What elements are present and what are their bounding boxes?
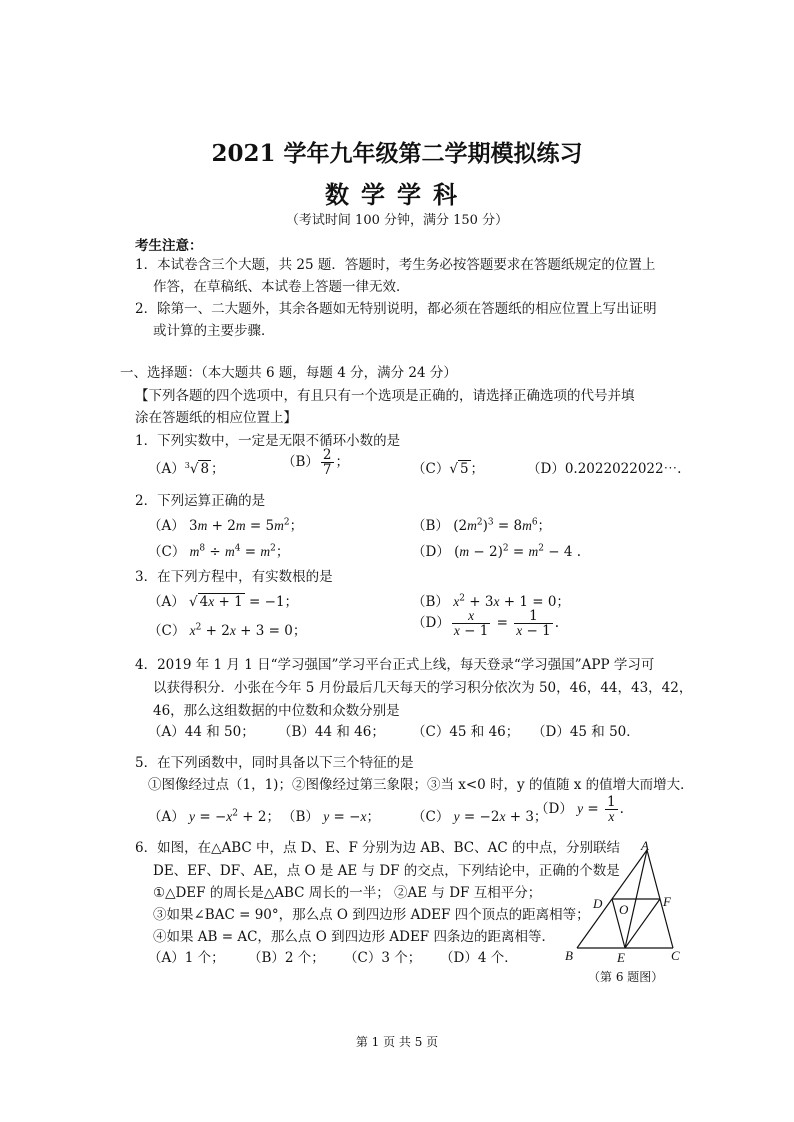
q3-option-d: （D） $\frac{x}{x - 1}$ = $\frac{1}{x - 1}$ . <box>412 608 559 640</box>
triangle-figure <box>555 838 705 988</box>
q3-option-b: （B） $x^2 + 3x + 1 = 0$； <box>412 593 570 610</box>
question-3-stem: 3．在下列方程中，有实数根的是 <box>135 569 333 585</box>
notice-item: 2．除第一、二大题外，其余各题如无特别说明，都必须在答题纸的相应位置上写出证明 <box>135 301 657 317</box>
label-e: E <box>617 950 625 965</box>
question-1-stem: 1．下列实数中，一定是无限不循环小数的是 <box>135 433 401 449</box>
question-2-stem: 2．下列运算正确的是 <box>135 493 266 509</box>
exam-title: 2021 学年九年级第二学期模拟练习 <box>211 140 583 167</box>
q2-option-a: （A） $3m + 2m = 5m^2$； <box>148 517 304 534</box>
label-a: A <box>641 838 649 853</box>
q1-option-b: （B） $\frac{2}{7}$ ； <box>282 447 350 479</box>
q1-option-a: $(A)^3√$ 8 ； <box>148 461 225 477</box>
q3-option-a: （A） √ 4x + 1 = −1； <box>148 594 299 610</box>
figure-caption: （第 6 题图） <box>588 970 664 984</box>
q6-option-b: （B）2 个； <box>248 950 325 966</box>
section-instruction: 涂在答题纸的相应位置上】 <box>135 410 297 426</box>
q2-option-c: （C） $m^8 \div m^4 = m^2$； <box>148 543 290 560</box>
q1-root-index: 3 <box>184 461 190 470</box>
q2-option-b: （B） $(2m^2)^3 = 8m^6$； <box>412 517 552 534</box>
label-b: B <box>565 948 573 963</box>
q5-option-d: （D） y = $\frac{1}{x}$ . <box>535 794 624 825</box>
q3-option-c: （C） $x^2 + 2x + 3 = 0$； <box>148 622 307 639</box>
question-6-stem: DE、EF、DF、AE，点 O 是 AE 与 DF 的交点，下列结论中，正确的个数是 <box>153 863 620 879</box>
label-o: O <box>619 902 629 917</box>
q4-option-d: （D）45 和 50． <box>532 724 640 740</box>
q6-option-d: （D）4 个． <box>440 950 518 966</box>
notice-item: 或计算的主要步骤． <box>153 323 275 339</box>
section-instruction: 【下列各题的四个选项中，有且只有一个选项是正确的，请选择正确选项的代号并填 <box>135 388 635 404</box>
q4-option-c: （C）45 和 46； <box>412 724 520 740</box>
notice-heading: 考生注意： <box>135 238 203 254</box>
q6-option-c: （C）3 个； <box>344 950 422 966</box>
label-d: D <box>593 896 603 911</box>
q5-option-b: （B） y = −x； <box>282 809 380 825</box>
section-heading: 一、选择题：（本大题共 6 题，每题 4 分，满分 24 分） <box>120 365 457 381</box>
exam-info: （考试时间 100 分钟，满分 150 分） <box>285 213 509 228</box>
question-4-stem: 4．2019 年 1 月 1 日“学习强国”学习平台正式上线，每天登录“学习强国”APP 学习可 <box>135 657 655 673</box>
question-6-statement: ④如果 AB = AC，那么点 O 到四边形 ADEF 四条边的距离相等． <box>153 929 555 945</box>
q4-option-b: （B）44 和 46； <box>278 724 385 740</box>
question-5-stem: 5．在下列函数中，同时具备以下三个特征的是 <box>135 755 414 771</box>
question-6-statement: ①△DEF 的周长是△ABC 周长的一半； ②AE 与 DF 互相平分； <box>153 885 542 901</box>
q1-option-d: （D）0.2022022022⋯. <box>527 461 682 477</box>
notice-item: 作答，在草稿纸、本试卷上答题一律无效． <box>153 279 410 295</box>
label-f: F <box>663 894 671 909</box>
q2-option-d: （D） $(m - 2)^2 = m^2 - 4$ . <box>412 543 582 560</box>
question-6-stem: 6．如图，在△ABC 中，点 D、E、F 分别为边 AB、BC、AC 的中点，分别联结 <box>135 840 620 856</box>
label-c: C <box>671 948 680 963</box>
q1-option-c: （C）√ 5 ； <box>412 461 485 477</box>
page-footer: 第 1 页 共 5 页 <box>355 1035 439 1049</box>
notice-item: 1．本试卷含三个大题，共 25 题．答题时，考生务必按答题要求在答题纸规定的位置上 <box>135 257 656 273</box>
question-5-features: ①图像经过点（1，1)；②图像经过第三象限；③当 x<0 时，y 的值随 x 的值增大而增大． <box>148 777 694 793</box>
q5-option-a: （A） $y = -x^2 + 2$； <box>148 808 280 825</box>
q4-option-a: （A）44 和 50； <box>148 724 255 740</box>
question-4-stem: 以获得积分．小张在今年 5 月份最后几天每天的学习积分依次为 50，46，44，43，42， <box>153 680 693 696</box>
subject-title: 数学学科 <box>325 180 469 209</box>
q6-option-a: （A）1 个； <box>148 950 225 966</box>
q5-option-c: （C） y = −2x + 3； <box>412 809 548 825</box>
question-6-statement: ③如果∠BAC = 90°，那么点 O 到四边形 ADEF 四个顶点的距离相等； <box>153 907 590 923</box>
question-4-stem: 46，那么这组数据的中位数和众数分别是 <box>153 703 400 719</box>
